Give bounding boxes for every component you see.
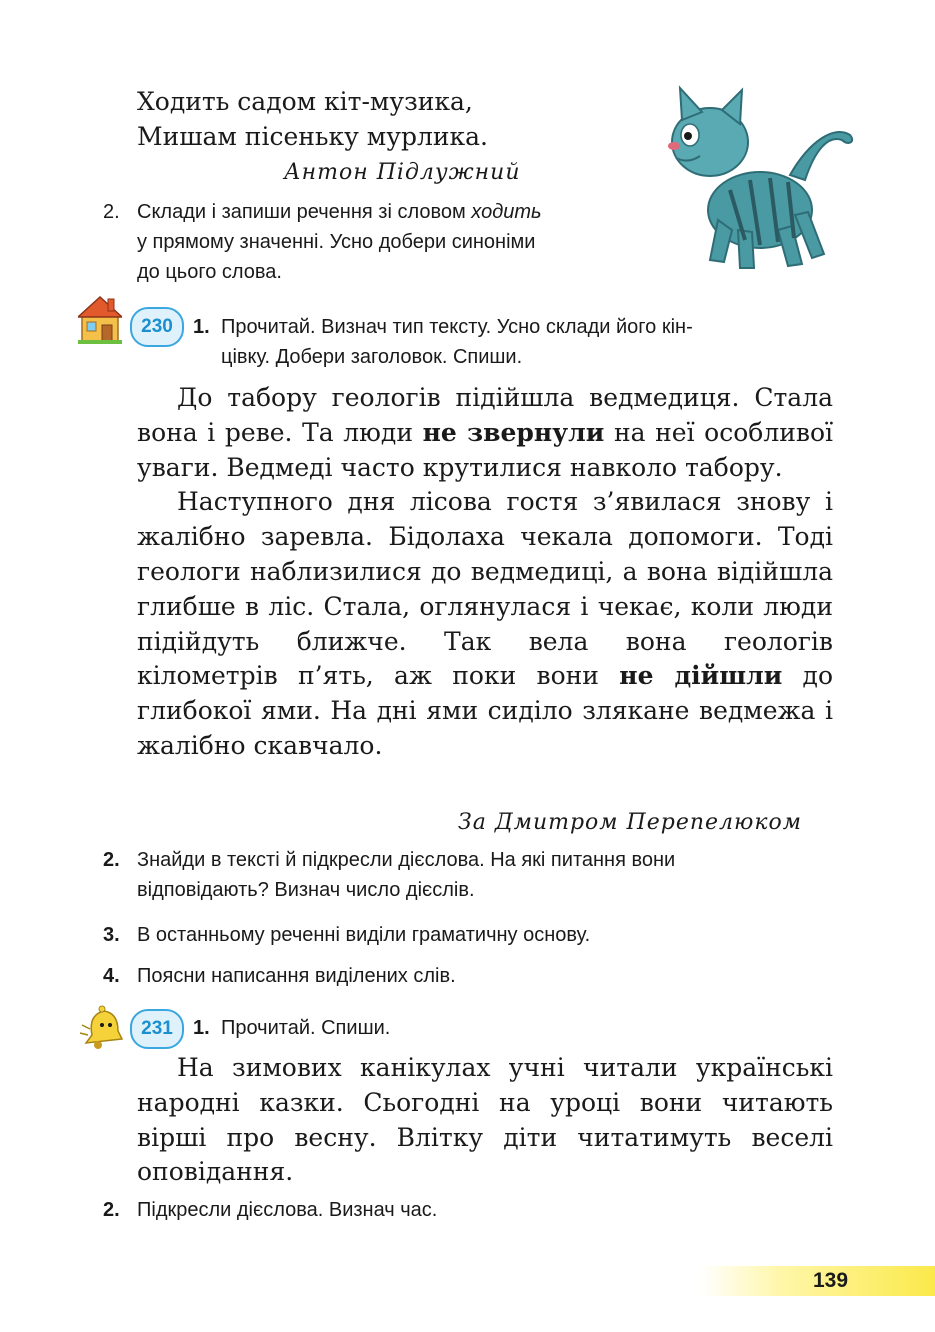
poem-author: Антон Підлужний	[284, 160, 521, 185]
ex230-task2-number: 2.	[103, 849, 120, 871]
cat-illustration	[660, 80, 860, 275]
poem-line-2: Мишам пісеньку мурлика.	[137, 122, 488, 151]
ex231-task1-number: 1.	[193, 1017, 210, 1039]
ex230-task3-number: 3.	[103, 924, 120, 946]
cat-icon	[660, 80, 860, 275]
poem-line-1: Ходить садом кіт-музика,	[137, 87, 473, 116]
ex231-task2: Підкресли дієслова. Визнач час.	[137, 1199, 438, 1221]
ex230-paragraph-1	[137, 381, 833, 485]
page-number: 139	[813, 1269, 849, 1292]
ex230-task1-line1: Прочитай. Визнач тип тексту. Усно склади його кін-	[221, 316, 693, 338]
exercise-231-badge: 231	[130, 1009, 184, 1049]
ex231-paragraph: На зимових канікулах учні читали українські народні казки. Сьогодні на уроці вони читають вірші про весну. Влітку діти читатимуть веселі оповідання.	[137, 1053, 833, 1187]
top-task-2	[137, 197, 657, 287]
top-task-2-line3: до цього слова.	[137, 261, 282, 283]
top-task-2-number: 2.	[103, 201, 120, 223]
ex230-task4-number: 4.	[103, 965, 120, 987]
ex230-task3: В останньому реченні виділи граматичну основу.	[137, 924, 591, 946]
ex230-text	[137, 381, 833, 764]
ex230-task1-line2: цівку. Добери заголовок. Спиши.	[221, 346, 523, 368]
ex230-task2-line2: відповідають? Визнач число дієслів.	[137, 879, 475, 901]
italic-word: ходить	[471, 201, 542, 223]
ex231-task1: Прочитай. Спиши.	[221, 1017, 391, 1039]
text-span: на неї особливої уваги. Ведмеді часто крутилися навколо табору.	[137, 417, 833, 482]
text-span: До табору геологів підійшла ведмедиця. Стала вона і реве. Та люди	[137, 383, 833, 447]
ex230-source: За Дмитром Перепелюком	[458, 810, 803, 835]
bold-phrase: не звернули	[422, 417, 605, 447]
text-span: Наступного дня лісова гостя з’явилася знову і жалібно заревла. Бідолаха чекала допомоги. Тоді геологи наблизилися до ведмедиці, а вона відійшла глибше в ліс. Стала, оглянулася і чекає, коли люди підійдуть ближче. Так вела вона геологів кілометрів п’ять, аж поки вони	[137, 487, 833, 691]
ex230-paragraph-2	[137, 485, 833, 763]
ex230-task4: Поясни написання виділених слів.	[137, 965, 456, 987]
ex231-task2-number: 2.	[103, 1199, 120, 1221]
ex230-task1	[221, 312, 836, 372]
ex230-task2-line1: Знайди в тексті й підкресли дієслова. На які питання вони	[137, 849, 676, 871]
ex230-task2	[137, 845, 837, 905]
top-task-2-text: Склади і запиши речення зі словом	[137, 201, 472, 223]
ex230-task1-number: 1.	[193, 316, 210, 338]
bold-phrase: не дійшли	[619, 661, 783, 691]
ex231-text	[137, 1051, 833, 1190]
house-icon	[78, 295, 122, 345]
exercise-230-badge: 230	[130, 307, 184, 347]
text-span: до глибокої ями. На дні ями сиділо злякане ведмежа і жалібно скавчало.	[137, 661, 833, 760]
poem	[137, 84, 488, 154]
bell-icon	[78, 1005, 124, 1049]
top-task-2-line2: у прямому значенні. Усно добери синоніми	[137, 231, 536, 253]
